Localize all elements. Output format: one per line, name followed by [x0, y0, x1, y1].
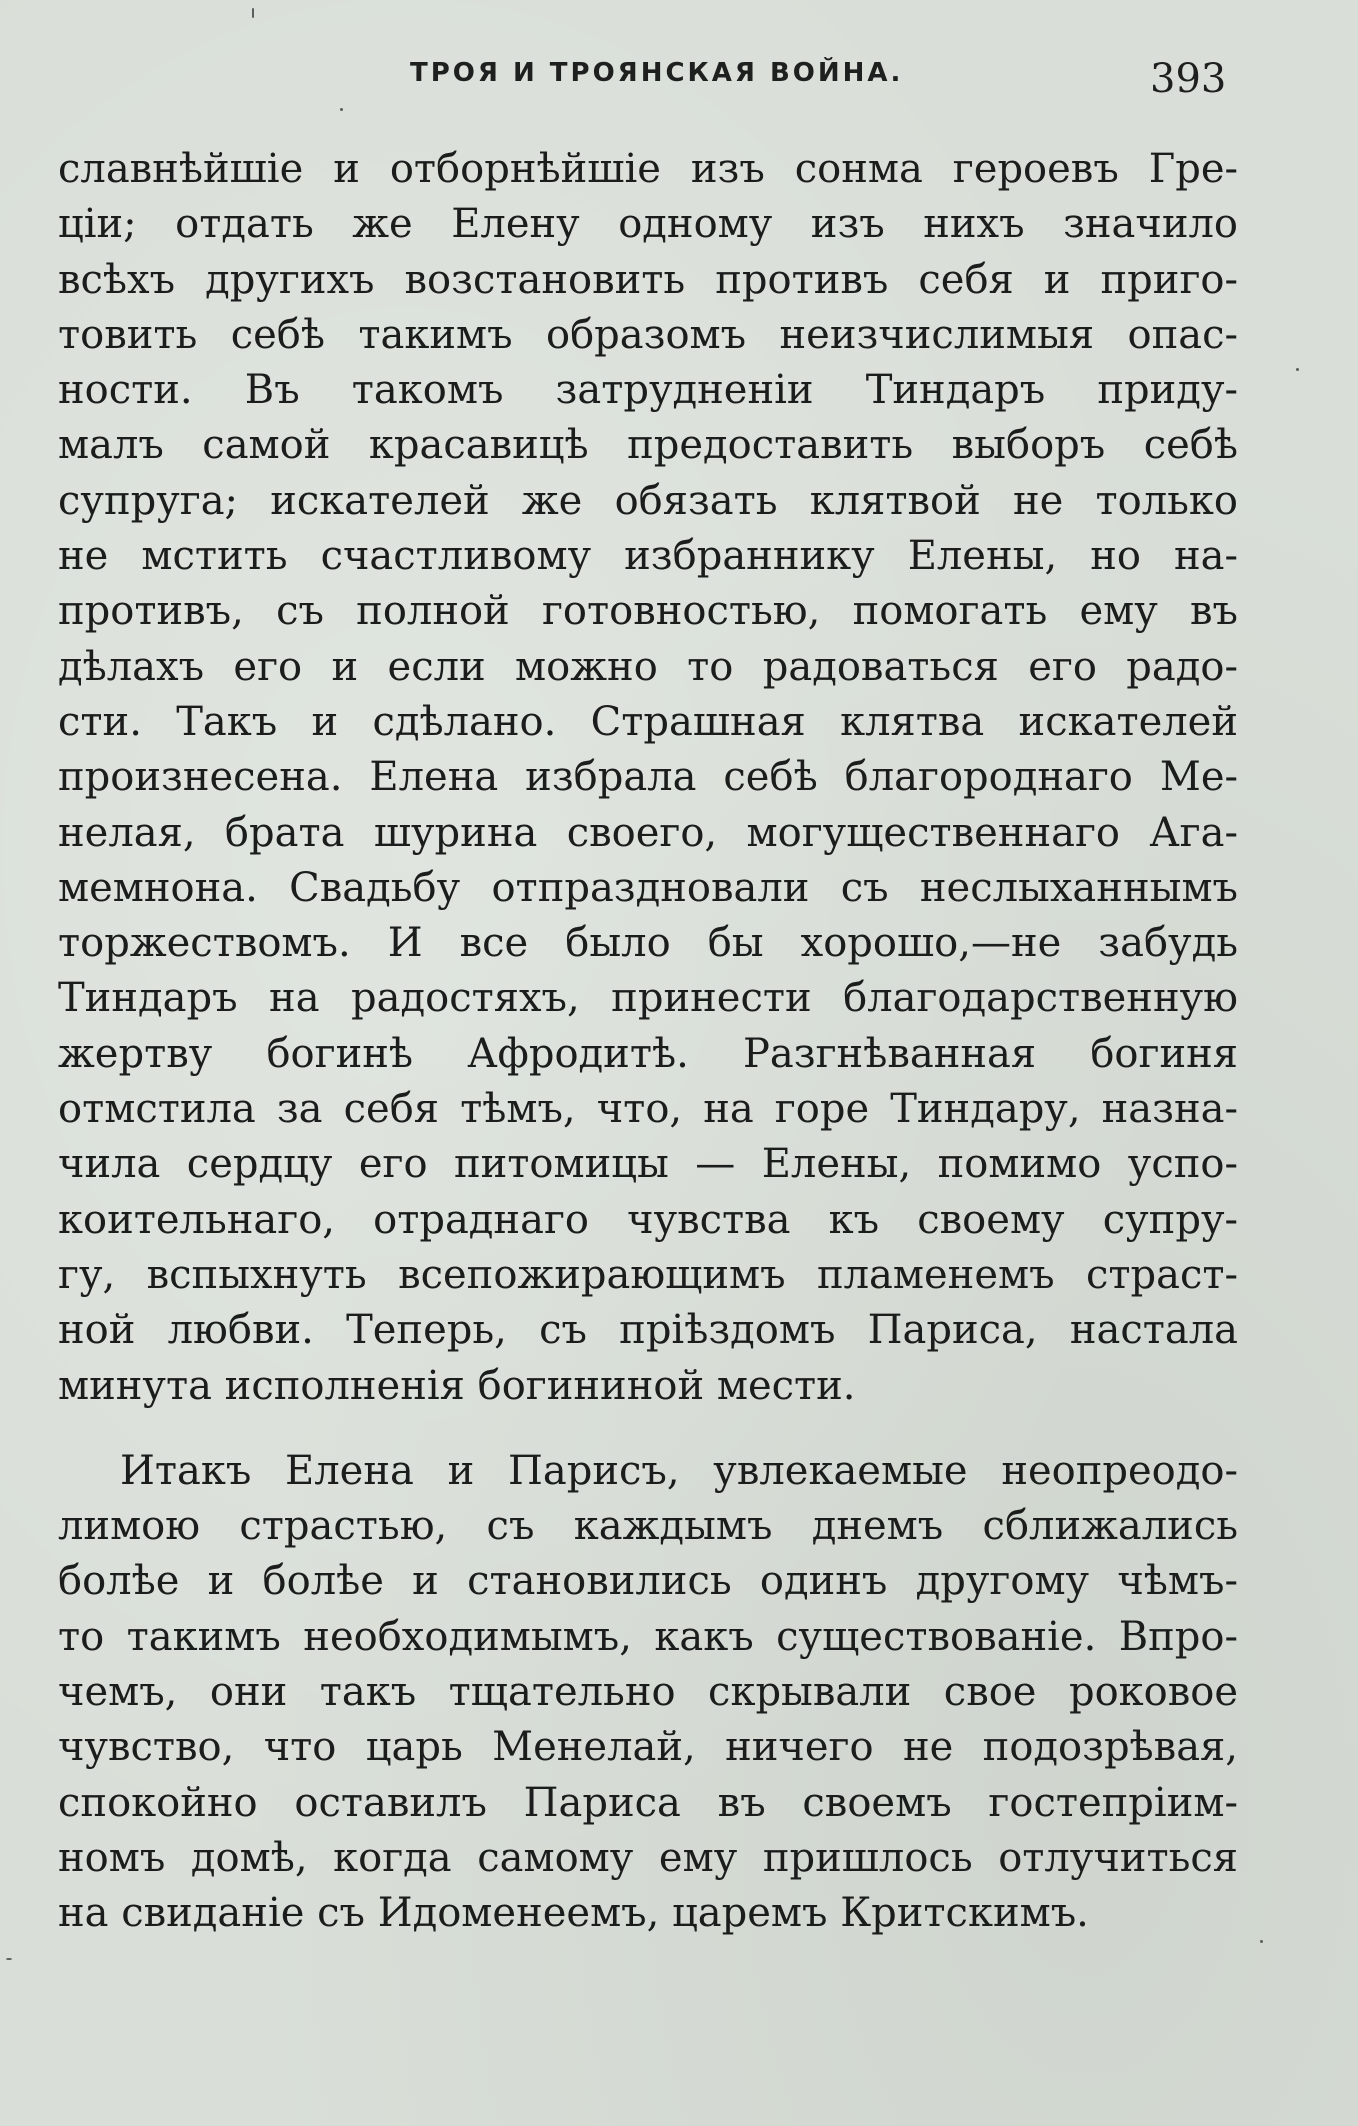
- text-line: товить себѣ такимъ образомъ неизчислимыя опас-: [58, 311, 1238, 358]
- text-line: болѣе и болѣе и становились одинъ другому чѣмъ-: [58, 1558, 1238, 1605]
- text-line: малъ самой красавицѣ предоставить выборъ себѣ: [58, 422, 1238, 469]
- text-line: торжествомъ. И все было бы хорошо,—не забудь: [58, 920, 1238, 967]
- text-line: на свиданіе съ Идоменеемъ, царемъ Критскимъ.: [58, 1890, 1089, 1937]
- text-line: номъ домѣ, когда самому ему пришлось отлучиться: [58, 1834, 1238, 1881]
- print-speck: [340, 108, 343, 111]
- text-line: ности. Въ такомъ затрудненіи Тиндаръ приду-: [58, 367, 1238, 414]
- text-line: ной любви. Теперь, съ пріѣздомъ Париса, настала: [58, 1307, 1238, 1354]
- text-line: лимою страстью, съ каждымъ днемъ сближались: [58, 1503, 1238, 1550]
- paragraph-2: [58, 1444, 1238, 1942]
- text-line: не мстить счастливому избраннику Елены, но на-: [58, 533, 1238, 580]
- paragraph-1: [58, 142, 1238, 1414]
- text-line: чувство, что царь Менелай, ничего не подозрѣвая,: [58, 1724, 1238, 1771]
- print-speck: [1260, 1940, 1263, 1943]
- text-line: противъ, съ полной готовностью, помогать ему въ: [58, 588, 1238, 635]
- text-line: то такимъ необходимымъ, какъ существованіе. Впро-: [58, 1613, 1238, 1660]
- page-number: 393: [1150, 56, 1227, 102]
- text-line: нелая, брата шурина своего, могущественнаго Ага-: [58, 809, 1238, 856]
- text-line: всѣхъ другихъ возстановить противъ себя и приго-: [58, 256, 1238, 303]
- text-line: отмстила за себя тѣмъ, что, на горе Тиндару, назна-: [58, 1086, 1238, 1133]
- running-head-title: ТРОЯ И ТРОЯНСКАЯ ВОЙНА.: [410, 58, 904, 88]
- print-speck: [1296, 368, 1299, 371]
- text-line: гу, вспыхнуть всепожирающимъ пламенемъ страст-: [58, 1251, 1238, 1298]
- print-speck: [252, 8, 254, 18]
- text-line: спокойно оставилъ Париса въ своемъ гостепріим-: [58, 1779, 1238, 1826]
- text-line: мемнона. Свадьбу отпраздновали съ неслыханнымъ: [58, 864, 1238, 911]
- text-line: коительнаго, отраднаго чувства къ своему супру-: [58, 1196, 1238, 1243]
- paragraph-gap: [58, 1414, 1238, 1444]
- text-line: чила сердцу его питомицы — Елены, помимо успо-: [58, 1141, 1238, 1188]
- text-line: ціи; отдать же Елену одному изъ нихъ значило: [58, 201, 1238, 248]
- text-line: сти. Такъ и сдѣлано. Страшная клятва искателей: [58, 698, 1238, 745]
- text-line: жертву богинѣ Афродитѣ. Разгнѣванная богиня: [58, 1030, 1238, 1077]
- text-line: Итакъ Елена и Парисъ, увлекаемые неопреодо-: [120, 1447, 1238, 1494]
- text-line: славнѣйшіе и отборнѣйшіе изъ сонма героевъ Гре-: [58, 146, 1238, 192]
- text-line: минута исполненія богининой мести.: [58, 1362, 856, 1409]
- text-line: произнесена. Елена избрала себѣ благороднаго Ме-: [58, 754, 1238, 801]
- text-line: Тиндаръ на радостяхъ, принести благодарственную: [58, 975, 1238, 1022]
- print-speck: [6, 1958, 12, 1960]
- text-line: чемъ, они такъ тщательно скрывали свое роковое: [58, 1669, 1238, 1716]
- body-text: [58, 142, 1238, 1942]
- text-line: супруга; искателей же обязать клятвой не только: [58, 477, 1238, 524]
- text-line: дѣлахъ его и если можно то радоваться его радо-: [58, 643, 1238, 690]
